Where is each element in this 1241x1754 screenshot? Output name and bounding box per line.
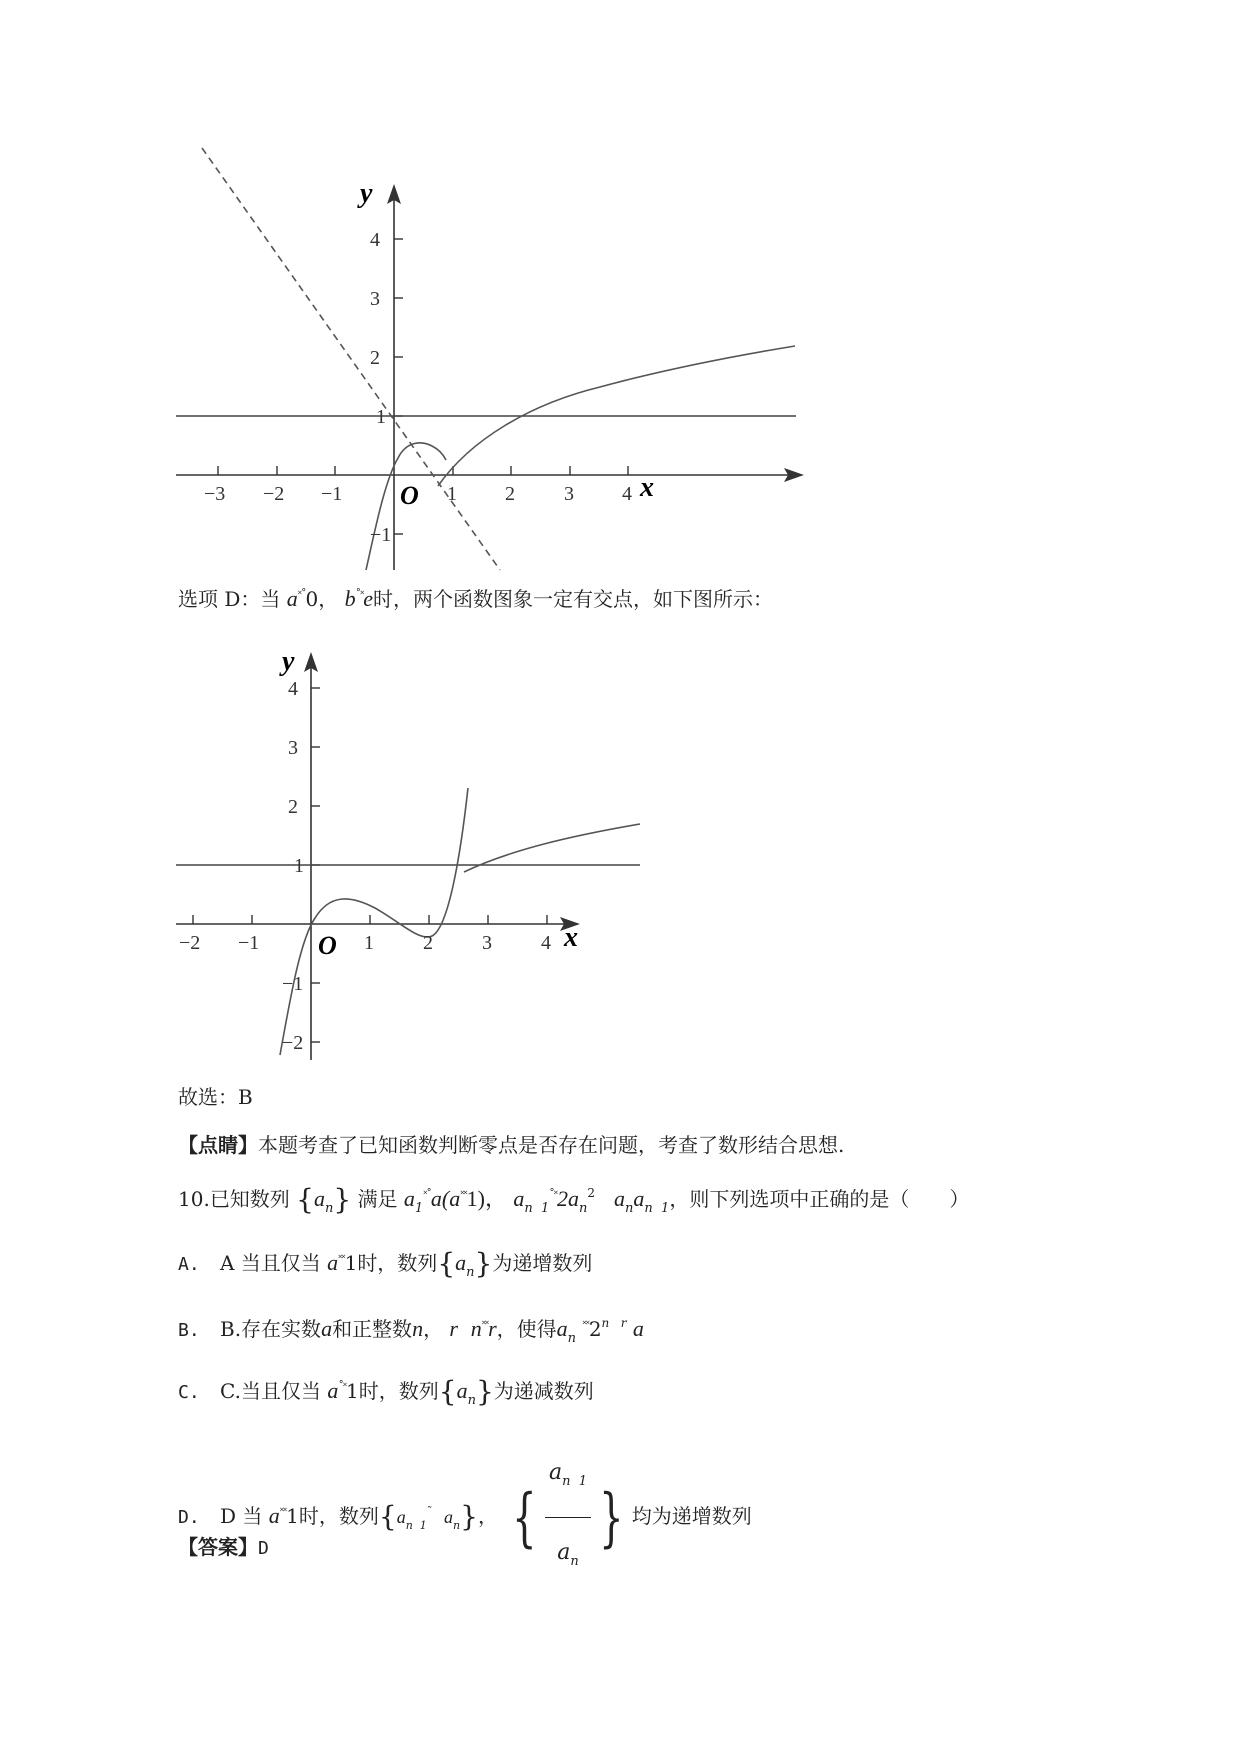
option-a[interactable]: A. A 当且仅当 a˟˟1时，数列$\{a_n\}$为递增数列 — [178, 1247, 593, 1280]
comment-line: 【点睛】本题考查了已知函数判断零点是否存在问题，考查了数形结合思想. — [178, 1133, 845, 1157]
g2-x-tick: 4 — [541, 932, 551, 954]
g1-y-tick: 3 — [370, 288, 380, 310]
g2-x-tick: 2 — [423, 932, 433, 954]
g1-x-tick: 3 — [564, 483, 574, 505]
g2-y-tick: 3 — [288, 737, 298, 759]
comment-tag: 【点睛】 — [178, 1133, 258, 1157]
g1-y-tick: 4 — [370, 229, 380, 251]
g1-x-label: x — [640, 472, 654, 503]
g2-x-tick: −1 — [238, 932, 260, 954]
g1-x-tick: 1 — [447, 483, 457, 505]
g1-y-tick: 2 — [370, 347, 380, 369]
g1-x-tick: 4 — [622, 483, 632, 505]
g2-y-label: y — [282, 646, 295, 677]
g2-origin: O — [318, 931, 337, 960]
answer-tag: 【答案】 — [178, 1535, 258, 1559]
ratio-fraction: $\frac{a_{n 1}}{a_n}$ — [545, 1438, 591, 1597]
g2-x-label: x — [564, 922, 578, 953]
g1-x-tick: −1 — [321, 483, 343, 505]
question-stem: 10.已知数列 $\{a_n\}$ 满足 $a_1^{˟˚}a(a^{˟˟}1)$， $a_{n 1}^{˚˟}2a_n^2$ $a_na_{n 1}$，则下列选项中正确的是（ ） — [178, 1183, 970, 1216]
answer-line — [178, 1532, 269, 1564]
graph-1 — [170, 140, 810, 580]
option-d[interactable]: D. D 当 a˟˟1时，数列{$a_{n 1}^˜$ $a_n$}， { $\frac{a_{n 1}}{a_n}$ } 均为递增数列 — [178, 1438, 752, 1597]
answer-value: D — [258, 1538, 269, 1559]
g1-x-tick: −3 — [204, 483, 226, 505]
g1-y-tick: 1 — [376, 406, 386, 428]
g2-y-tick: −1 — [282, 973, 304, 995]
option-c[interactable]: C. C.当且仅当 a˚˟1时，数列$\{a_n\}$为递减数列 — [178, 1375, 594, 1408]
option-d-explanation: 选项 D：当 a˟˚0， b˚˟e时，两个函数图象一定有交点，如下图所示： — [178, 586, 774, 611]
g1-y-tick: −1 — [370, 524, 392, 546]
g1-x-tick: −2 — [263, 483, 285, 505]
g2-y-tick: 4 — [288, 678, 298, 700]
choice-line: 故选：B — [178, 1085, 253, 1109]
g1-y-label: y — [360, 178, 373, 209]
graph-2 — [170, 640, 650, 1070]
g2-x-tick: 1 — [364, 932, 374, 954]
g2-x-tick: −2 — [179, 932, 201, 954]
g2-y-tick: 1 — [294, 855, 304, 877]
g1-origin: O — [400, 481, 419, 510]
g2-y-tick: −2 — [282, 1032, 304, 1054]
g2-y-tick: 2 — [288, 796, 298, 818]
g2-x-tick: 3 — [482, 932, 492, 954]
g1-x-tick: 2 — [505, 483, 515, 505]
option-b[interactable]: B. B.存在实数a和正整数n， r n˟˟r，使得$a_n$ $^{˟˟}2^{n r}$ a — [178, 1316, 644, 1346]
